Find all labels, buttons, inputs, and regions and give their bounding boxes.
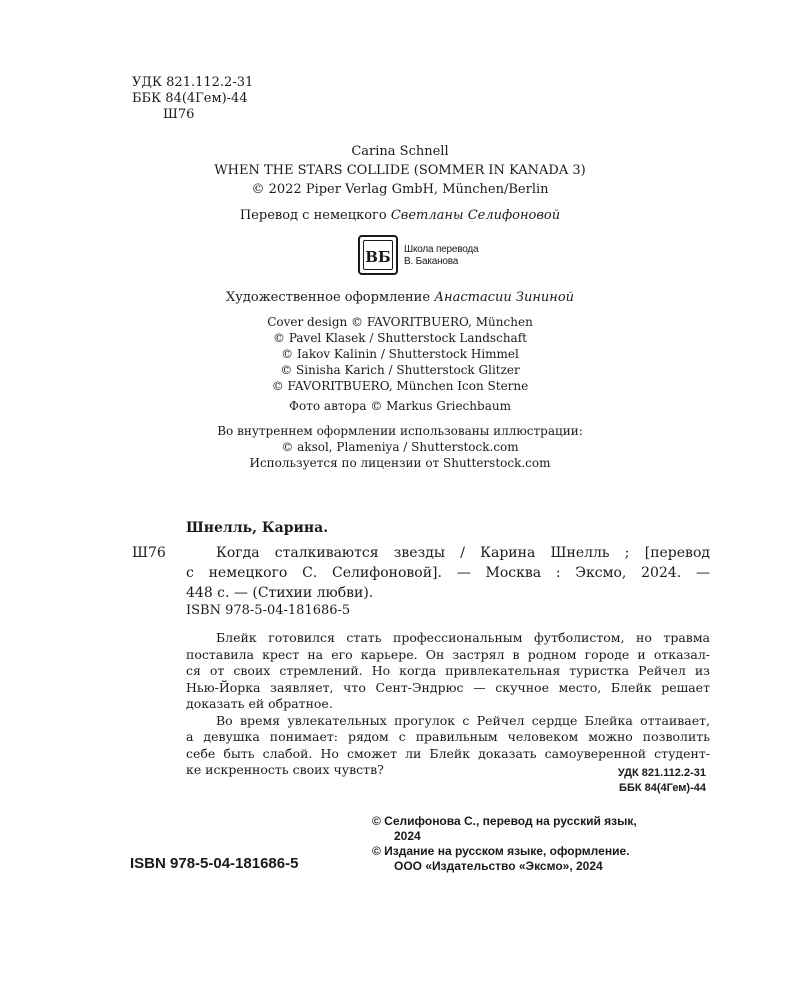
author-photo-credit: Фото автора © Markus Griechbaum: [289, 399, 511, 413]
bibliographic-line: Когда сталкиваются звезды / Карина Шнелль ; [перевод: [216, 545, 710, 561]
copyright-line: © Селифонова С., перевод на русский язык,: [372, 814, 637, 828]
illustrations-line: Используется по лицензии от Shutterstock.com: [249, 456, 551, 470]
annotation-line: Нью-Йорка заявляет, что Сент-Эндрюс — скучное место, Блейк решает: [186, 679, 710, 695]
credit-line: © FAVORITBUERO, München Icon Sterne: [271, 379, 529, 393]
annotation-line: Во время увлекательных прогулок с Рейчел сердце Блейка оттаивает,: [216, 712, 710, 728]
illustrations-line: Во внутреннем оформлении использованы иллюстрации:: [217, 424, 583, 438]
logo-line1: Школа перевода: [404, 244, 479, 255]
annotation-line: поставила крест на его карьере. Он застрял в родном городе и отказал-: [186, 646, 710, 662]
original-copyright: © 2022 Piper Verlag GmbH, München/Berlin: [251, 182, 549, 197]
logo-caption: [404, 244, 478, 268]
bibliographic-description: [186, 543, 710, 603]
design-prefix: Художественное оформление: [225, 290, 431, 305]
bibliographic-author: Шнелль, Карина.: [186, 520, 329, 536]
credit-line: Cover design © FAVORITBUERO, München: [267, 315, 533, 329]
logo-line2: В. Баканова: [404, 256, 459, 267]
credit-line: © Iakov Kalinin / Shutterstock Himmel: [281, 347, 519, 361]
school-logo-icon: [358, 235, 398, 275]
annotation-line: ке искренность своих чувств?: [186, 762, 384, 777]
annotation-line: доказать ей обратное.: [186, 696, 333, 711]
udk-code: УДК 821.112.2-31: [132, 75, 254, 90]
annotation-line: себе быть слабой. Но сможет ли Блейк доказать самоуверенной студент-: [186, 745, 710, 761]
author-mark-code: Ш76: [163, 107, 195, 122]
illustrations-line: © aksol, Plameniya / Shutterstock.com: [281, 440, 519, 454]
annotation-line: Блейк готовился стать профессиональным футболистом, но травма: [216, 630, 710, 645]
copyright-line: © Издание на русском языке, оформление.: [372, 844, 630, 858]
bbk-footer: ББК 84(4Гем)-44: [619, 782, 706, 794]
udk-footer: УДК 821.112.2-31: [617, 767, 706, 779]
isbn-small: ISBN 978-5-04-181686-5: [186, 603, 351, 618]
bbk-code: ББК 84(4Гем)-44: [132, 91, 248, 106]
isbn-large: ISBN 978-5-04-181686-5: [130, 855, 299, 872]
designer-name: Анастасии Зининой: [434, 290, 575, 305]
credit-line: © Sinisha Karich / Shutterstock Glitzer: [280, 363, 520, 377]
translator-name: Светланы Селифоновой: [390, 208, 561, 223]
translation-prefix: Перевод с немецкого: [239, 208, 387, 223]
logo-letters: ВБ: [365, 248, 391, 266]
copyright-line: ООО «Издательство «Эксмо», 2024: [394, 859, 603, 873]
original-title: WHEN THE STARS COLLIDE (SOMMER IN KANADA 3): [214, 163, 586, 178]
copyright-line: 2024: [394, 829, 421, 843]
credit-line: © Pavel Klasek / Shutterstock Landschaft: [273, 331, 527, 345]
annotation-line: ся от своих стремлений. Но когда привлекательная туристка Рейчел из: [186, 663, 710, 678]
annotation: [186, 630, 710, 779]
bibliographic-code: Ш76: [132, 545, 166, 561]
annotation-line: а девушка понимает: рядом с правильным человеком можно позволить: [186, 729, 710, 744]
bibliographic-line: 448 с. — (Стихии любви).: [186, 585, 374, 601]
translation-credit: [0, 207, 800, 224]
bibliographic-line: с немецкого С. Селифоновой]. — Москва : Эксмо, 2024. —: [186, 565, 710, 581]
original-author: Carina Schnell: [351, 144, 449, 159]
design-credit: [0, 289, 800, 306]
copyright-block: [372, 814, 712, 874]
